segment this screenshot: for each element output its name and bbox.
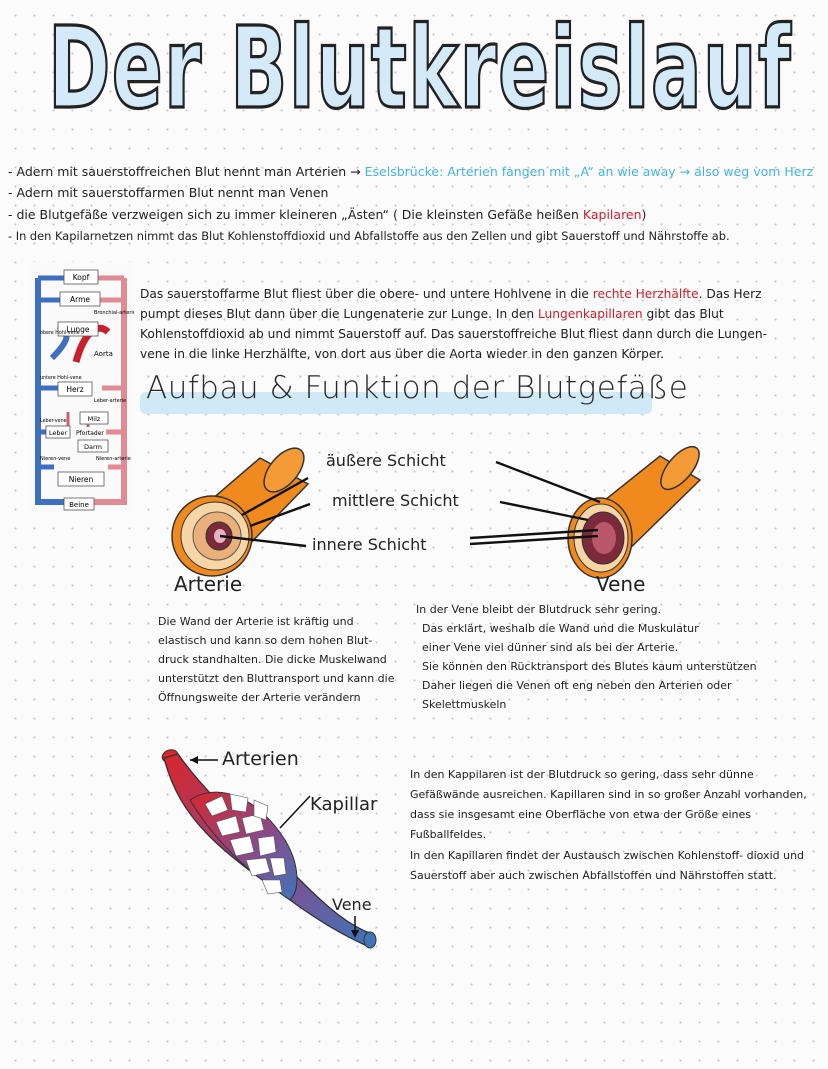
diagram-arme: Arme — [69, 295, 91, 304]
label-arterie: Arterie — [174, 572, 243, 596]
diagram-milz: Milz — [87, 415, 101, 423]
diagram-pfortader: Pfortader — [76, 430, 104, 437]
vene-line: Das erklärt, weshalb die Wand und die Muskulatur — [422, 622, 699, 635]
vene-line: Daher liegen die Venen oft eng neben den Arterien oder — [422, 679, 732, 692]
circulation-text-2: . Das Herz pumpt dieses Blut dann über die Lungenaterie zur Lunge. In den — [140, 287, 762, 321]
label-vene-bottom: Vene — [332, 895, 372, 914]
page-title-text: Der Blutkreislauf — [48, 4, 792, 120]
diagram-herz: Herz — [66, 385, 84, 394]
vene-line: Sie können den Rücktransport des Blutes kaum unterstützen — [422, 660, 757, 673]
label-vene: Vene — [596, 572, 646, 596]
capillary-description: In den Kappilaren ist der Blutdruck so gering, dass sehr dünne Gefäßwände ausreichen. Kapillaren sind in so großer Anzahl vorhanden, dass sie insgesamt eine Oberfläche von etwa der Größe eines Fußballfeldes. — [410, 768, 807, 841]
vene-line: Skelettmuskeln — [422, 698, 507, 711]
diagram-kopf: Kopf — [72, 273, 90, 282]
bullet-4-text: - In den Kapilarnetzen nimmt das Blut Kohlenstoffdioxid und Abfallstoffe aus den Zellen und gibt Sauerstoff und Nährstoffe ab. — [8, 229, 730, 243]
capillary-exchange: In den Kapillaren findet der Austausch zwischen Kohlenstoff- dioxid und Sauerstoff aber auch zwischen Abfallstoffen und Nährstoffen statt. — [410, 849, 805, 882]
bullet-3 — [8, 206, 646, 223]
diagram-nierenarterie: Nieren-arterie — [96, 456, 131, 462]
vene-line: In der Vene bleibt der Blutdruck sehr gering. — [416, 603, 662, 616]
diagram-leberarterie: Leber-arterie — [94, 398, 127, 404]
bullet-1-text: - Adern mit sauerstoffreichen Blut nennt man Arterien → — [8, 164, 365, 179]
diagram-nieren: Nieren — [68, 475, 94, 484]
label-kapillar: Kapillar — [310, 794, 378, 815]
label-middle-layer: mittlere Schicht — [332, 491, 459, 510]
diagram-obere-hohlvene: obere Hohl-vene — [40, 331, 80, 336]
circulation-text-3: gibt das Blut Kohlenstoffdioxid ab und nimmt Sauerstoff auf. Das sauerstoffreiche Blut fliest dann durch die Lungen- vene in die linke Herzhälfte, von dort aus über die Aorta wieder in den ganzen Körper. — [140, 307, 767, 361]
bullet-1 — [8, 163, 813, 180]
vene-line: einer Vene viel dünner sind als bei der Arterie. — [422, 641, 679, 654]
page-title — [40, 2, 800, 120]
bullet-3-end: ) — [641, 207, 647, 222]
diagram-bronchial: Bronchial-arterie — [94, 310, 134, 316]
circulation-highlight-1: rechte Herzhälfte — [592, 287, 699, 301]
bullet-3-text: - die Blutgefäße verzweigen sich zu immer kleineren „Ästen“ ( Die kleinsten Gefäße heißen — [8, 207, 583, 222]
bullet-2-text: - Adern mit sauerstoffarmen Blut nennt man Venen — [8, 185, 329, 200]
section-heading: Aufbau & Funktion der Blutgefäße — [146, 370, 689, 406]
pointer-middle-vene — [500, 502, 588, 520]
diagram-lebervene: Leber-vene — [40, 419, 67, 424]
diagram-lunge: Lunge — [66, 325, 90, 334]
diagram-leber: Leber — [48, 429, 68, 437]
diagram-darm: Darm — [84, 443, 102, 451]
circulation-paragraph — [140, 284, 780, 364]
arterie-description: Die Wand der Arterie ist kräftig und elastisch und kann so dem hohen Blut- druck standhalten. Die dicke Muskelwand unterstützt den Bluttransport und kann die Öffnungsweite der Arterie verändern — [158, 615, 395, 704]
label-outer-layer: äußere Schicht — [326, 451, 446, 470]
circulation-text-1: Das sauerstoffarme Blut fliest über die obere- und untere Hohlvene in die — [140, 287, 593, 301]
vene-description — [416, 600, 757, 714]
bullet-4 — [8, 228, 730, 245]
pointer-outer-vene — [496, 462, 600, 502]
bullet-1-note: Eselsbrücke: Arterien fangen mit „A“ an wie away → also weg vom Herz — [364, 164, 814, 179]
diagram-nierenvene: Nieren-vene — [40, 456, 71, 462]
label-inner-layer: innere Schicht — [312, 535, 427, 554]
diagram-untere-hohlvene: untere Hohl-vene — [40, 376, 82, 381]
bullet-3-highlight: Kapilaren — [582, 207, 642, 222]
diagram-aorta: Aorta — [94, 350, 113, 358]
capillary-diagram — [150, 740, 390, 970]
bullet-2 — [8, 184, 328, 201]
label-arterien: Arterien — [222, 748, 299, 770]
circulation-diagram — [28, 262, 134, 514]
diagram-beine: Beine — [69, 501, 89, 509]
circulation-highlight-2: Lungenkapillaren — [537, 307, 643, 321]
